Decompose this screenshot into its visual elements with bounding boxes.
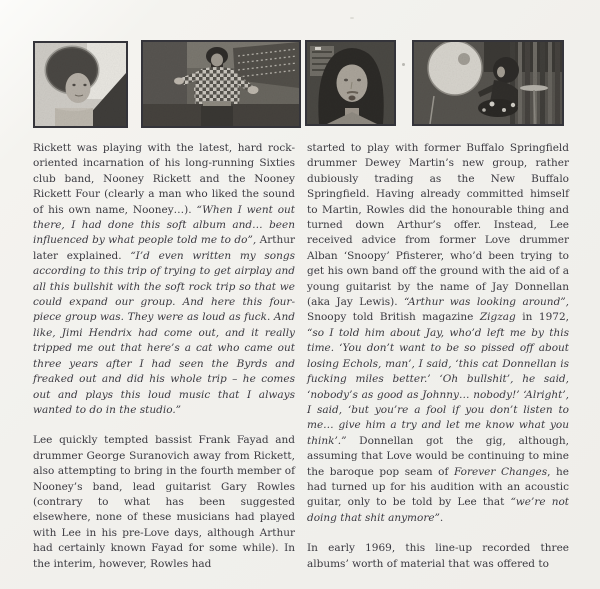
quote-text-segment: “When I went out there, I had done this soft album and… been influenced by what people told me to do”, <box>33 203 295 247</box>
photo-1-image <box>35 43 126 126</box>
paragraph <box>307 541 569 572</box>
paragraph <box>33 433 295 572</box>
photo-3-image <box>307 42 394 124</box>
photo-drummer-stage <box>412 40 564 126</box>
scan-speck <box>350 17 354 19</box>
text-columns <box>33 141 569 587</box>
paragraph <box>33 141 295 418</box>
text-segment: started to play with former Buffalo Springfield drummer Dewey Martin’s new group, rather dubiously trading as the New Buffalo Springfield. Having already committed himself to Martin, Rowles did the honourable thing and turned down Arthur’s offer. Instead, Lee received advice from former Love drummer Alban ‘Snoopy’ Pfisterer, who’d been trying to get his own band off the ground with the aid of a young guitarist by the name of Jay Donnellan (aka Jay Lewis). <box>307 142 569 309</box>
quote-text-segment: Zigzag <box>479 311 516 324</box>
photo-studio-gesture <box>141 40 301 128</box>
photo-curly-hair-portrait <box>33 41 128 128</box>
quote-text-segment: “I’d even written my songs according to this trip of trying to get airplay and all this bullshit with the soft rock trip so that we could expand our group. And here this four-piece group was. They were as loud as fuck. And like, Jimi Hendrix had come out, and it really tripped me out that here’s a cat who came out three years after I had seen the Byrds and freaked out and did his whole trip – he comes out and plays this loud music that I always wanted to do in the studio.” <box>33 249 295 416</box>
left-column <box>33 141 295 587</box>
text-segment: Arthur later explained. <box>33 234 295 262</box>
quote-text-segment: “we’re not doing that shit anymore” <box>307 496 569 524</box>
text-segment: In early 1969, this line-up recorded three albums’ worth of material that was offered to <box>307 542 569 570</box>
text-segment: . <box>439 511 444 524</box>
quote-text-segment: “Arthur was looking around”, <box>403 296 569 309</box>
text-segment: Rickett was playing with the latest, hard rock-oriented incarnation of his long-running Sixties club band, Nooney Rickett and the Nooney Rickett Four (clearly a man who liked the sound of his own name, Nooney…). <box>33 142 295 216</box>
scan-speck <box>402 63 405 66</box>
text-segment: Lee quickly tempted bassist Frank Fayad and drummer George Suranovich away from Rickett, also attempting to bring in the fourth member of Nooney’s band, lead guitarist Gary Rowles (contrary to what has been suggested elsewhere, none of these musicians had played with Lee in his pre-Love days, although Arthur had certainly known Fayad for some while). In the interim, however, Rowles had <box>33 434 295 570</box>
quote-text-segment: Forever Changes <box>453 465 548 478</box>
text-segment: in 1972, <box>515 311 569 324</box>
photo-2-image <box>143 42 299 126</box>
paragraph <box>307 141 569 526</box>
photo-4-image <box>414 42 562 124</box>
text-segment: Donnellan got the gig, although, assuming that Love would be continuing to mine the baroque pop seam of <box>307 434 569 478</box>
right-column <box>307 141 569 587</box>
photo-long-hair-closeup <box>305 40 396 126</box>
quote-text-segment: “so I told him about Jay, who’d left me by this time. ‘You don’t want to be so pissed off about losing Echols, man’, I said, ‘this cat Donnellan is fucking miles better.’ ‘Oh bullshit’, he said, ‘nobody’s as good as Johnny… nobody!’ ‘Alright’, I said, ‘but you’re a fool if you don’t listen to me… give him a try and let me know what you think’.” <box>307 326 569 447</box>
text-segment: , he had turned up for his audition with an acoustic guitar, only to be told by Lee that <box>307 465 570 509</box>
text-segment: Snoopy told British magazine <box>307 311 480 324</box>
